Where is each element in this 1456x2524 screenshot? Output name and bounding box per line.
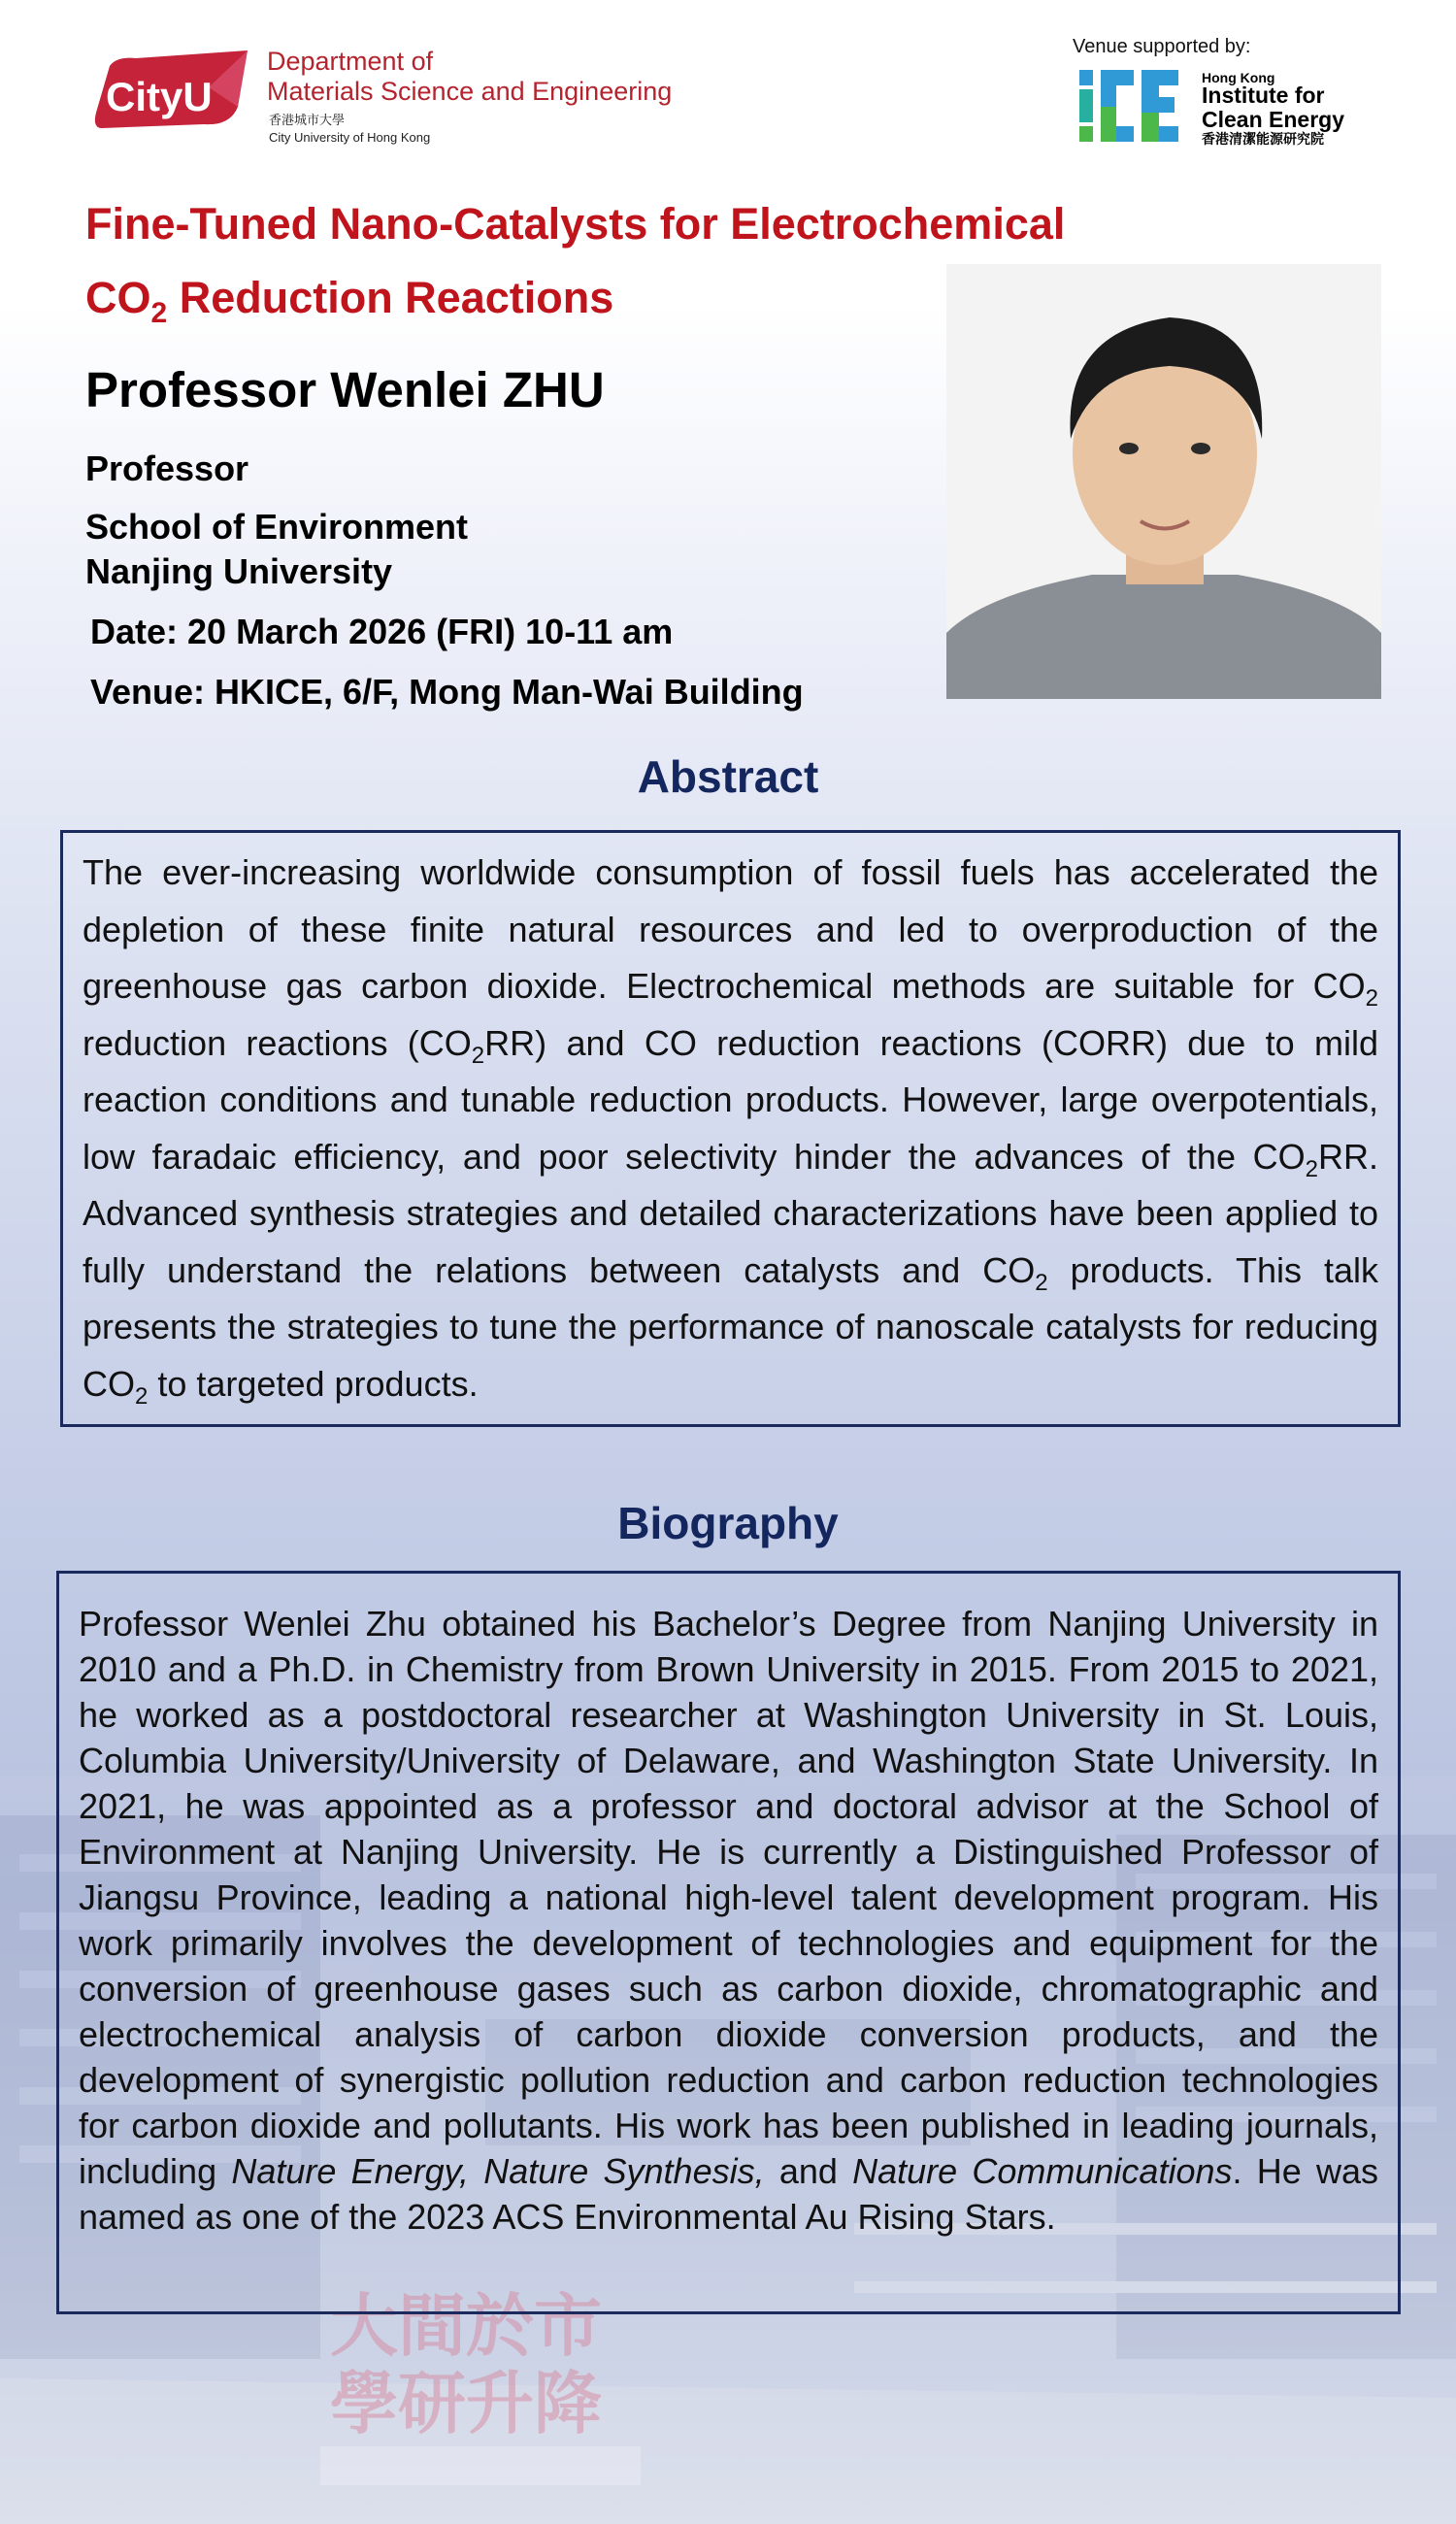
icce-name: Institute for Clean Energy bbox=[1202, 83, 1344, 132]
venue-supported-label: Venue supported by: bbox=[1073, 36, 1251, 57]
talk-title-line1: Fine-Tuned Nano-Catalysts for Electrochemical bbox=[85, 199, 1066, 249]
cityu-logo bbox=[92, 49, 255, 131]
event-date: Date: 20 March 2026 (FRI) 10-11 am bbox=[90, 612, 674, 651]
svg-text:CityU: CityU bbox=[106, 74, 213, 119]
sign-cn-line2: 學研升降 bbox=[330, 2364, 602, 2443]
abstract-text: The ever-increasing worldwide consumption of fossil fuels has accelerated the depletion of these finite natural resources and led to overproduction of the greenhouse gas carbon dioxide. Electrochemical methods are suitable for $CO_2$ reduction reactions $(CO_2RR)$ and CO reduction reactions (CORR) due to mild reaction conditions and tunable reduction products. However, large overpotentials, low faradaic efficiency, and poor selectivity hinder the advances of the $CO_2RR$. Advanced synthesis strategies and detailed characterizations have been applied to fully understand the relations between catalysts and $CO_2$ products. This talk presents the strategies to tune the performance of nanoscale catalysts for reducing $CO_2$ to targeted products. bbox=[83, 852, 1379, 1410]
biography-box bbox=[56, 1571, 1401, 2314]
abstract-box bbox=[60, 830, 1401, 1427]
university-name-cn: 香港城市大學 bbox=[269, 114, 346, 128]
speaker-position: Professor bbox=[85, 448, 249, 488]
biography-text: Professor Wenlei Zhu obtained his Bachelor’s Degree from Nanjing University in 2010 and a Ph.D. in Chemistry from Brown University in 2015. From 2015 to 2021, he worked as a postdoctoral researcher at Washington University in St. Louis, Columbia University/University of Delaware, and Washington State University. In 2021, he was appointed as a professor and doctoral advisor at the School of Environment at Nanjing University. He is currently a Distinguished Professor of Jiangsu Province, leading a national high-level talent development program. His work primarily involves the development of technologies and equipment for the conversion of greenhouse gases such as carbon dioxide, chromatographic and electrochemical analysis of carbon dioxide conversion products, and the development of synergistic pollution reduction and carbon reduction technologies for carbon dioxide and pollutants. His work has been published in leading journals, including Nature Energy, Nature Synthesis, and Nature Communications. He was named as one of the 2023 ACS Environmental Au Rising Stars. bbox=[79, 1604, 1378, 2237]
svg-text:ICE: ICE bbox=[1077, 68, 1079, 69]
department-name: Department of Materials Science and Engineering bbox=[267, 47, 673, 106]
university-name-en: City University of Hong Kong bbox=[269, 130, 431, 145]
speaker-photo bbox=[946, 264, 1381, 699]
event-venue: Venue: HKICE, 6/F, Mong Man-Wai Building bbox=[90, 672, 804, 712]
talk-title-line2: $CO_2$ Reduction Reactions bbox=[85, 273, 614, 329]
icce-logo bbox=[1077, 68, 1204, 146]
speaker-name: Professor Wenlei ZHU bbox=[85, 362, 605, 417]
abstract-heading: Abstract bbox=[637, 751, 819, 802]
biography-heading: Biography bbox=[617, 1498, 839, 1548]
icce-name-cn: 香港清潔能源研究院 bbox=[1202, 132, 1324, 148]
sign-cn-line1: 大間於市 bbox=[330, 2286, 602, 2366]
speaker-affiliation: School of Environment Nanjing University bbox=[85, 507, 469, 591]
icce-hk-label: Hong Kong bbox=[1202, 70, 1275, 85]
